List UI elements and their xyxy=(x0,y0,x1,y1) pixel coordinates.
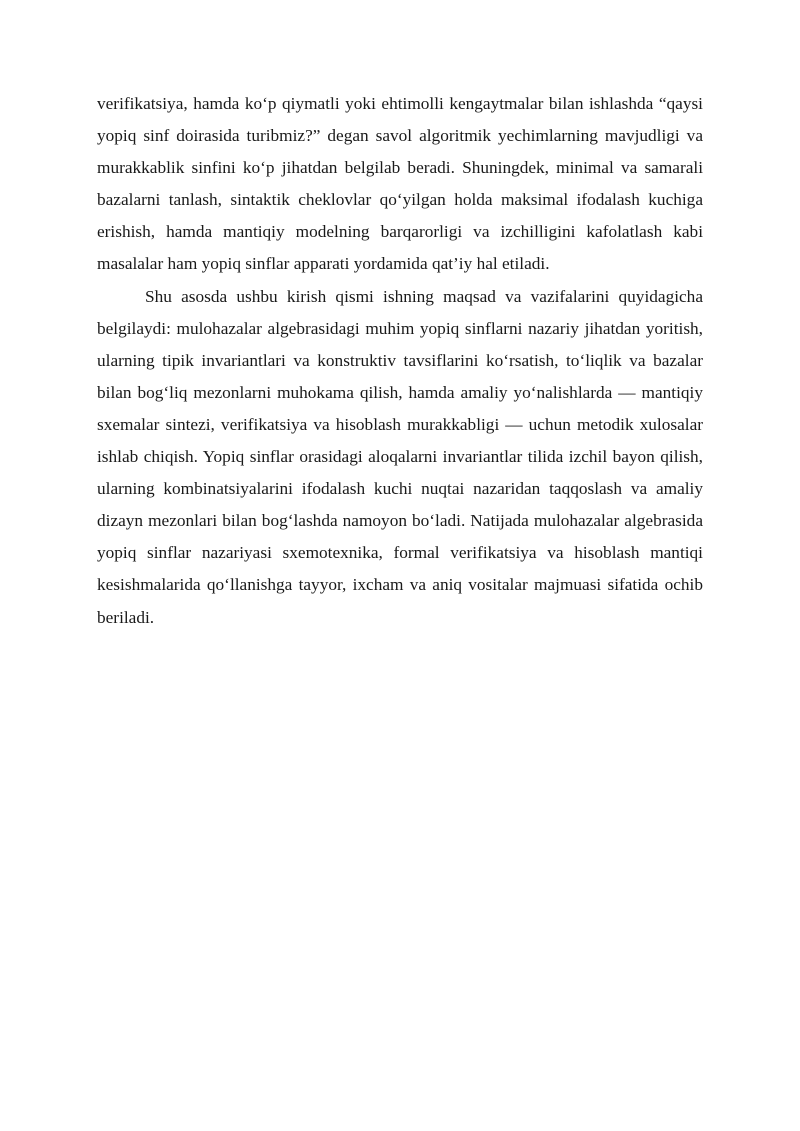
document-page xyxy=(97,88,703,634)
paragraph-aims: Shu asosda ushbu kirish qismi ishning maqsad va vazifalarini quyidagicha belgilaydi: mulohazalar algebrasidagi muhim yopiq sinflarni nazariy jihatdan yoritish, ularning tipik invariantlari va konstruktiv tavsiflarini ko‘rsatish, to‘liqlik va bazalar bilan bog‘liq mezonlarni muhokama qilish, hamda amaliy yo‘nalishlarda — mantiqiy sxemalar sintezi, verifikatsiya va hisoblash murakkabligi — uchun metodik xulosalar ishlab chiqish. Yopiq sinflar orasidagi aloqalarni invariantlar tilida izchil bayon qilish, ularning kombinatsiyalarini ifodalash kuchi nuqtai nazaridan taqqoslash va amaliy dizayn mezonlari bilan bog‘lashda namoyon bo‘ladi. Natijada mulohazalar algebrasida yopiq sinflar nazariyasi sxemotexnika, formal verifikatsiya va hisoblash mantiqi kesishmalarida qo‘llanishga tayyor, ixcham va aniq vositalar majmuasi sifatida ochib beriladi. xyxy=(97,286,703,627)
paragraph-continuation: verifikatsiya, hamda ko‘p qiymatli yoki ehtimolli kengaytmalar bilan ishlashda “qaysi yopiq sinf doirasida turibmiz?” degan savol algoritmik yechimlarning mavjudligi va murakkablik sinfini ko‘p jihatdan belgilab beradi. Shuningdek, minimal va samarali bazalarni tanlash, sintaktik cheklovlar qo‘yilgan holda maksimal ifodalash kuchiga erishish, hamda mantiqiy modelning barqarorligi va izchilligini kafolatlash kabi masalalar ham yopiq sinflar apparati yordamida qat’iy hal etiladi. xyxy=(97,94,703,274)
